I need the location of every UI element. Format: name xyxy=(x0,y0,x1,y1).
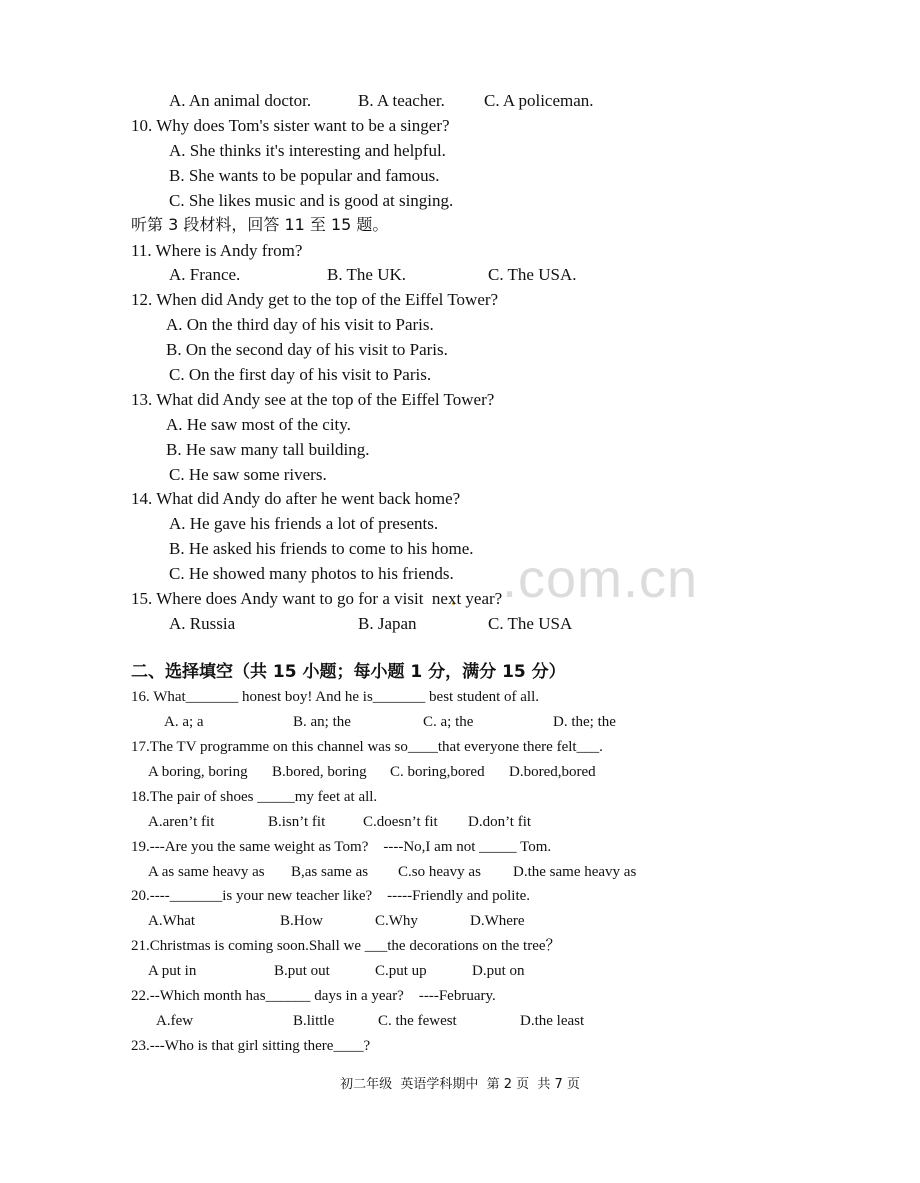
q16-option-c: C. a; the xyxy=(423,714,474,730)
page-footer: 初二年级 英语学科期中 第 2 页 共 7 页 xyxy=(340,1077,580,1092)
q12-option-a: A. On the third day of his visit to Paris. xyxy=(166,315,434,334)
q21-stem: 21.Christmas is coming soon.Shall we ___the decorations on the tree？ xyxy=(131,938,561,954)
q9-option-b: B. A teacher. xyxy=(358,91,445,110)
q21-option-c: C.put up xyxy=(375,963,427,979)
q11-option-b: B. The UK. xyxy=(327,265,407,284)
q20-stem: 20.----_______is your new teacher like? -----Friendly and polite. xyxy=(131,888,531,904)
q20-option-a: A.What xyxy=(148,913,196,929)
q15-stem: 15. Where does Andy want to go for a visit next year? xyxy=(131,589,503,608)
q19-option-a: A as same heavy as xyxy=(148,864,265,880)
q16-option-d: D. the; the xyxy=(553,714,616,730)
q20-option-d: D.Where xyxy=(470,913,525,929)
q12-option-c: C. On the first day of his visit to Paris. xyxy=(169,365,432,384)
q13-option-b: B. He saw many tall building. xyxy=(166,440,370,459)
q22-option-d: D.the least xyxy=(520,1013,585,1029)
q14-stem: 14. What did Andy do after he went back home? xyxy=(131,489,461,508)
q17-option-c: C. boring,bored xyxy=(390,764,485,780)
q17-option-b: B.bored, boring xyxy=(272,764,367,780)
q19-option-c: C.so heavy as xyxy=(398,864,481,880)
q12-option-b: B. On the second day of his visit to Paris. xyxy=(166,340,448,359)
q22-option-b: B.little xyxy=(293,1013,335,1029)
q22-stem: 22.--Which month has______ days in a year? ----February. xyxy=(131,988,496,1004)
q12-stem: 12. When did Andy get to the top of the Eiffel Tower? xyxy=(131,290,499,309)
q18-option-c: C.doesn’t fit xyxy=(363,814,438,830)
q15-option-a: A. Russia xyxy=(169,614,236,633)
q17-option-a: A boring, boring xyxy=(148,764,248,780)
part3-instruction: 听第 3 段材料，回答 11 至 15 题。 xyxy=(131,215,389,234)
q22-option-a: A.few xyxy=(156,1013,194,1029)
q16-stem: 16. What_______ honest boy! And he is_______ best student of all. xyxy=(131,689,540,705)
q19-option-d: D.the same heavy as xyxy=(513,864,637,880)
q14-option-a: A. He gave his friends a lot of presents. xyxy=(169,514,439,533)
section2-heading: 二、选择填空（共 15 小题；每小题 1 分，满分 15 分） xyxy=(131,662,566,682)
q18-option-b: B.isn’t fit xyxy=(268,814,326,830)
q15-option-b: B. Japan xyxy=(358,614,417,633)
q14-option-b: B. He asked his friends to come to his home. xyxy=(169,539,474,558)
q15-option-c: C. The USA xyxy=(488,614,573,633)
q23-stem: 23.---Who is that girl sitting there____? xyxy=(131,1038,371,1054)
q16-option-b: B. an; the xyxy=(293,714,351,730)
q21-option-a: A put in xyxy=(148,963,197,979)
q13-option-a: A. He saw most of the city. xyxy=(166,415,351,434)
q13-stem: 13. What did Andy see at the top of the Eiffel Tower? xyxy=(131,390,495,409)
q14-option-c: C. He showed many photos to his friends. xyxy=(169,564,454,583)
q11-stem: 11. Where is Andy from? xyxy=(131,241,303,260)
q9-option-a: A. An animal doctor. xyxy=(169,91,312,110)
q18-option-a: A.aren’t fit xyxy=(148,814,215,830)
q11-option-c: C. The USA. xyxy=(488,265,577,284)
watermark: .com.cn xyxy=(502,549,699,609)
q17-option-d: D.bored,bored xyxy=(509,764,596,780)
q17-stem: 17.The TV programme on this channel was so____that everyone there felt___. xyxy=(131,739,603,755)
q20-option-c: C.Why xyxy=(375,913,418,929)
q19-option-b: B,as same as xyxy=(291,864,369,880)
q19-stem: 19.---Are you the same weight as Tom? ----No,I am not _____ Tom. xyxy=(131,839,552,855)
q9-option-c: C. A policeman. xyxy=(484,91,594,110)
q20-option-b: B.How xyxy=(280,913,323,929)
q11-option-a: A. France. xyxy=(169,265,241,284)
q10-option-b: B. She wants to be popular and famous. xyxy=(169,166,440,185)
q21-option-b: B.put out xyxy=(274,963,330,979)
q10-option-a: A. She thinks it's interesting and helpful. xyxy=(169,141,446,160)
q16-option-a: A. a; a xyxy=(164,714,204,730)
q18-stem: 18.The pair of shoes _____my feet at all. xyxy=(131,789,378,805)
q10-option-c: C. She likes music and is good at singing. xyxy=(169,191,454,210)
q10-stem: 10. Why does Tom's sister want to be a singer? xyxy=(131,116,450,135)
q13-option-c: C. He saw some rivers. xyxy=(169,465,327,484)
q22-option-c: C. the fewest xyxy=(378,1013,457,1029)
q21-option-d: D.put on xyxy=(472,963,525,979)
q18-option-d: D.don’t fit xyxy=(468,814,532,830)
